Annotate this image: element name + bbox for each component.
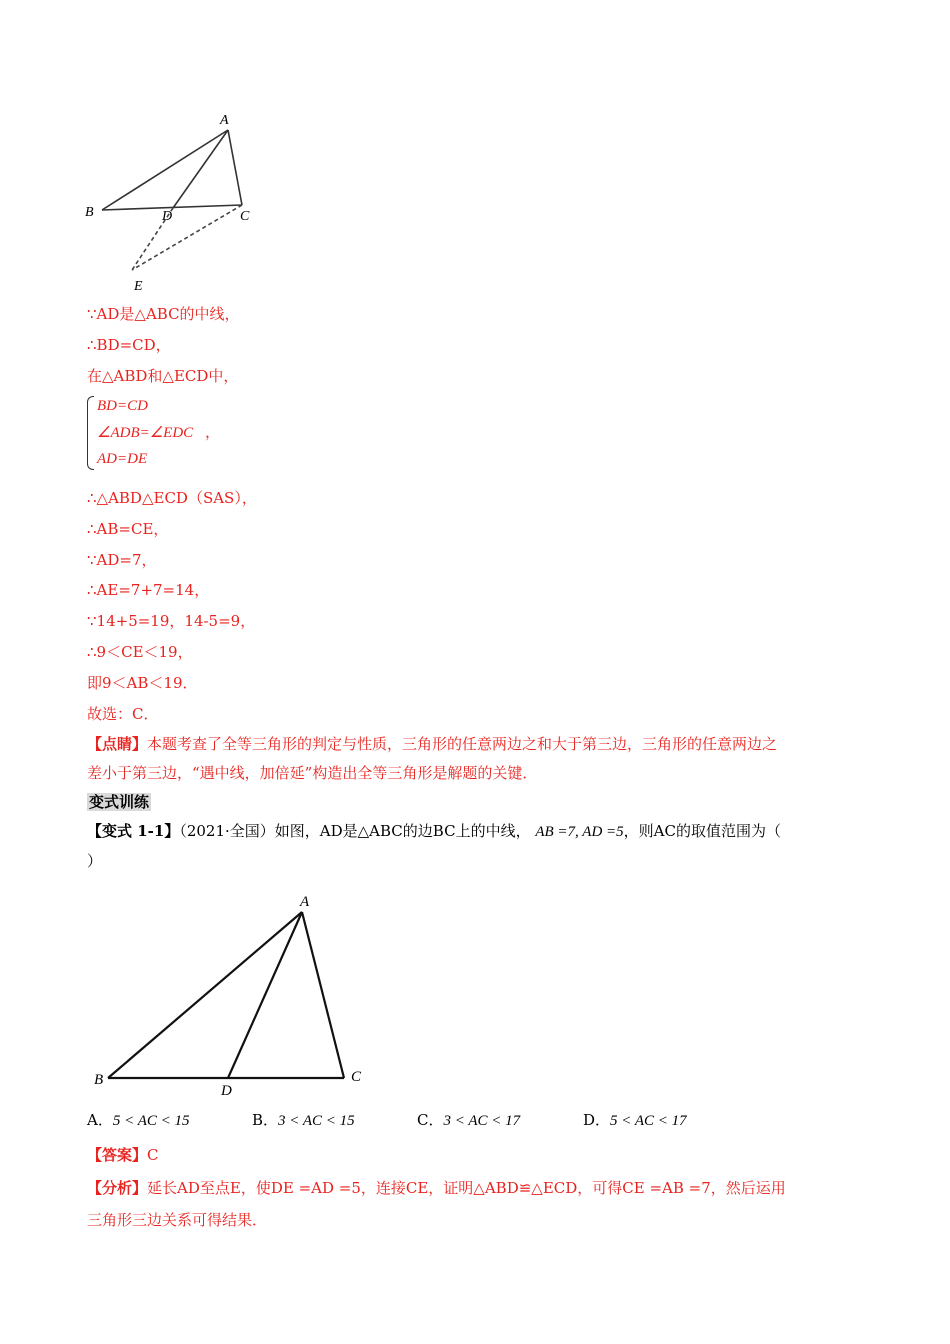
solution-line-1: ∵AD是△ABC的中线， (87, 305, 240, 323)
solution-line-8: ∵14+5=19，14-5=9， (87, 612, 256, 630)
variant-text-1: AD是△ABC的边BC上的中线， (319, 822, 531, 840)
left-brace (87, 396, 94, 470)
label-b: B (94, 1072, 104, 1088)
comment-text-1: 本题考查了全等三角形的判定与性质，三角形的任意两边之和大于第三边，三角形的任意两边之 (147, 735, 778, 753)
comment-line-1 (87, 734, 777, 754)
label-a: A (220, 113, 229, 128)
variant-given: AB =7, AD =5 (535, 824, 624, 840)
label-b: B (85, 205, 94, 220)
solution-line-5: ∴AB=CE， (87, 520, 169, 538)
segment-ad (228, 912, 302, 1078)
analysis-line-1 (87, 1178, 786, 1198)
analysis-tag: 【分析】 (87, 1179, 148, 1197)
option-d-expr: 5 < AC < 17 (610, 1113, 687, 1129)
option-a[interactable] (87, 1110, 189, 1131)
segment-ac (228, 130, 242, 205)
label-a: A (300, 894, 310, 910)
solution-line-11: 故选：C． (87, 705, 159, 723)
solution-line-9: ∴9＜CE＜19， (87, 643, 193, 661)
option-b-letter: B． (252, 1111, 279, 1129)
answer-tag: 【答案】 (87, 1146, 148, 1164)
label-d: D (162, 209, 173, 224)
label-c: C (240, 209, 250, 224)
option-d-letter: D． (583, 1111, 611, 1129)
option-b[interactable] (252, 1110, 355, 1131)
segment-ad (173, 130, 228, 208)
variant-question-line-1 (87, 821, 781, 842)
answer-value: C (147, 1146, 159, 1164)
segment-ce-dashed (132, 205, 242, 270)
system-row-1: BD=CD (97, 398, 148, 414)
solution-line-4: ∴△ABD△ECD（SAS）， (87, 489, 257, 507)
analysis-text-1: 延长AD至点E，使DE =AD =5，连接CE，证明△ABD≌△ECD，可得CE =AB =7，然后运用 (147, 1179, 786, 1197)
solution-line-2: ∴BD=CD， (87, 336, 171, 354)
option-d[interactable] (583, 1110, 687, 1131)
system-row-3: AD=DE (97, 451, 148, 467)
label-e: E (134, 279, 143, 294)
system-row-2: ∠ADB=∠EDC (97, 425, 194, 441)
segment-ab (108, 912, 302, 1078)
comment-line-2: 差小于第三边，“遇中线，加倍延”构造出全等三角形是解题的关键． (87, 764, 538, 782)
figure-2 (88, 888, 378, 1098)
figure-1 (80, 108, 270, 294)
label-d: D (221, 1083, 232, 1098)
variant-question-line-2: ） (87, 852, 103, 870)
solution-line-3: 在△ABD和△ECD中， (87, 367, 239, 385)
label-c: C (351, 1069, 362, 1085)
option-c-letter: C． (417, 1111, 444, 1129)
option-a-letter: A． (87, 1111, 113, 1129)
variant-text-2: ，则AC的取值范围为（ (623, 822, 781, 840)
comment-tag: 【点睛】 (87, 735, 148, 753)
option-a-expr: 5 < AC < 15 (112, 1113, 190, 1129)
option-c[interactable] (417, 1110, 520, 1131)
option-b-expr: 3 < AC < 15 (278, 1113, 355, 1129)
segment-ab (102, 130, 228, 210)
system-suffix: ， (205, 425, 221, 441)
answer-line (87, 1145, 159, 1165)
segment-ac (302, 912, 344, 1078)
analysis-line-2: 三角形三边关系可得结果． (87, 1211, 268, 1229)
variant-source: （2021·全国）如图， (179, 822, 320, 840)
section-title: 变式训练 (89, 793, 150, 811)
solution-line-6: ∵AD=7， (87, 551, 157, 569)
solution-line-10: 即9＜AB＜19． (87, 674, 198, 692)
option-c-expr: 3 < AC < 17 (443, 1113, 521, 1129)
solution-line-7: ∴AE=7+7=14， (87, 581, 210, 599)
variant-tag: 【变式 1-1】 (87, 822, 180, 840)
section-title-line (87, 792, 151, 812)
